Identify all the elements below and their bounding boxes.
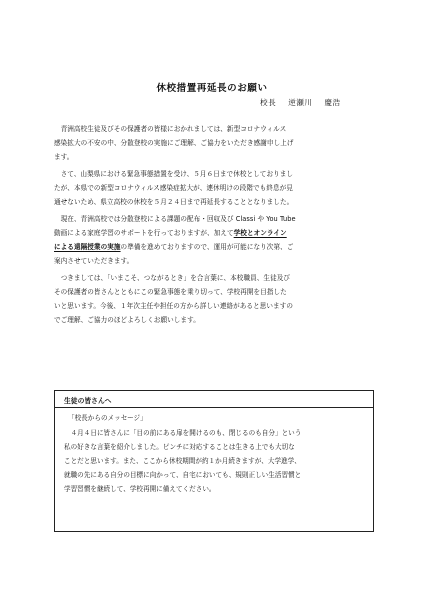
- text-line: 青洲高校生徒及びその保護者の皆様におかれましては、新型コロナウィルス: [60, 125, 287, 133]
- document-title: 休校措置再延長のお願い: [156, 83, 268, 94]
- author-surname: 逆瀬川: [288, 98, 313, 107]
- author-given-name: 慶浩: [324, 98, 341, 107]
- text-line: 学習習慣を継続して、学校再開に備えてください。: [64, 485, 216, 493]
- student-message-box: [54, 390, 374, 532]
- text-line: ます。: [54, 153, 74, 161]
- box-body: [64, 411, 369, 496]
- text-line: [54, 226, 374, 240]
- underlined-phrase: 学校とオンライン: [233, 229, 287, 237]
- text-line: さて、山梨県における緊急事態措置を受け、５月６日まで休校としておりまし: [60, 170, 294, 178]
- text-line: 就職の先にある自分の目標に向かって、自宅においても、規則正しい生活習慣と: [64, 471, 302, 479]
- text-line: 現在、青洲高校では分散登校による課題の配布・回収及び Classi や You Tube: [60, 215, 296, 223]
- letter-body: [54, 122, 374, 330]
- author-role: 校長: [260, 98, 277, 107]
- text-line: その保護者の皆さんとともにこの緊急事態を乗り切って、学校再開を目指した: [54, 288, 287, 296]
- underlined-phrase: による遠隔授業の実施: [54, 243, 121, 251]
- text-line: 案内させていただきます。: [54, 257, 134, 265]
- box-header: [55, 391, 373, 408]
- text-line: 私の好きな言葉を紹介しました。ピンチに対応することは生きる上でも大切な: [64, 443, 295, 451]
- paragraph-extension: [54, 167, 374, 209]
- text-line: つきましては、「いまこそ、つながるとき」を合言葉に、本校職員、生徒及び: [60, 274, 291, 282]
- text-line: いと思います。今後、１年次主任や担任の方から詳しい連絡があると思いますの: [54, 302, 294, 310]
- text-line: 感染拡大の不安の中、分散登校の実施にご理解、ご協力をいただき感謝申し上げ: [54, 139, 294, 147]
- author-line: [260, 97, 341, 108]
- text-line: 通せないため、県立高校の休校を５月２４日まで再延長することとなりました。: [54, 198, 294, 206]
- text-segment: の準備を進めておりますので、運用が可能になり次第、ご: [120, 243, 294, 251]
- message-title: 「校長からのメッセージ」: [68, 414, 147, 422]
- text-line: たが、本県での新型コロナウィルス感染症拡大が、連休明けの段階でも終息が見: [54, 184, 293, 192]
- text-line: [54, 240, 374, 254]
- text-line: でご理解、ご協力のほどよろしくお願いします。: [54, 316, 200, 324]
- paragraph-greeting: [54, 122, 374, 164]
- text-line: ことだと思います。また、ここから休校期間が約１か月続きますが、大学進学、: [64, 457, 301, 465]
- text-line: ４月４日に皆さんに「目の前にある扉を開けるのも、閉じるのも自分」という: [70, 429, 302, 437]
- paragraph-remote-learning: [54, 212, 374, 268]
- text-segment: 動画による家庭学習のサポートを行っておりますが、加えて: [54, 229, 234, 237]
- paragraph-closing: [54, 271, 374, 327]
- box-heading: 生徒の皆さんへ: [64, 397, 112, 405]
